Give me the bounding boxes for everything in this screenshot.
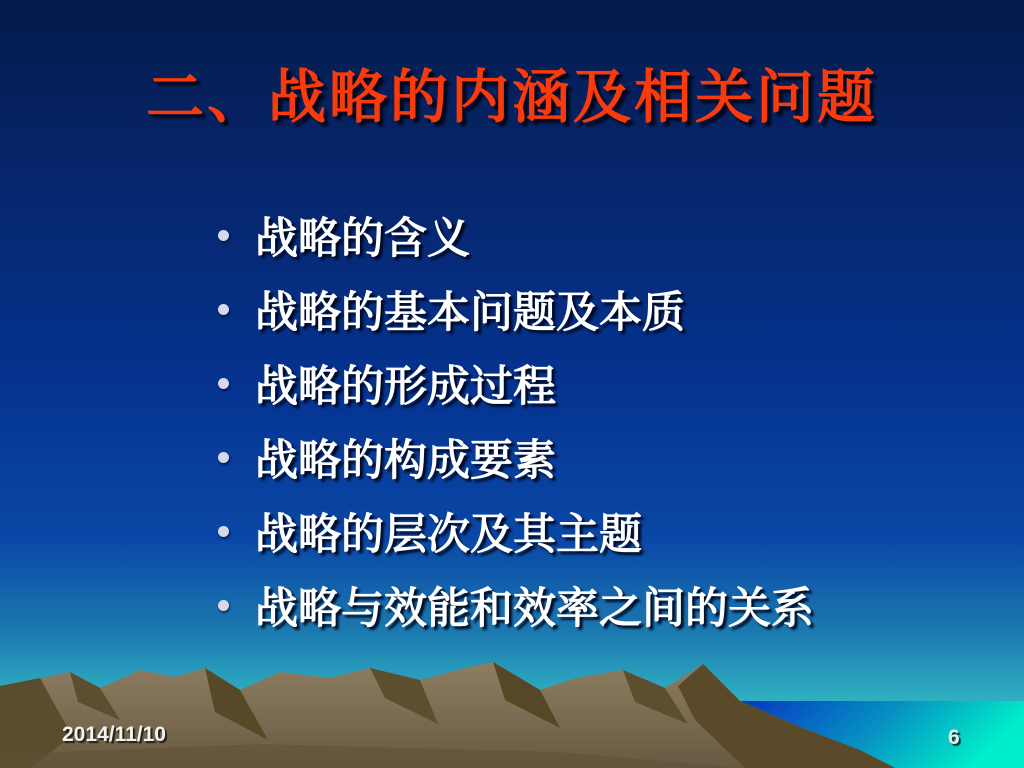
bullet-item	[218, 198, 814, 272]
bullet-text: 战略的形成过程	[255, 362, 556, 411]
bullet-icon	[218, 304, 229, 315]
bullet-icon	[218, 378, 229, 389]
date-label: 2014/11/10	[62, 723, 166, 746]
bullet-text: 战略的构成要素	[255, 436, 556, 485]
bullet-item	[218, 346, 814, 420]
bullet-item	[218, 272, 814, 346]
bullet-list	[218, 198, 814, 642]
bullet-icon	[218, 526, 229, 537]
bullet-item	[218, 420, 814, 494]
page-number: 6	[948, 726, 960, 749]
bullet-icon	[218, 452, 229, 463]
bullet-text: 战略与效能和效率之间的关系	[255, 584, 814, 633]
bullet-text: 战略的含义	[255, 214, 470, 263]
bullet-text: 战略的层次及其主题	[255, 510, 642, 559]
bullet-icon	[218, 600, 229, 611]
slide-title: 二、战略的内涵及相关问题	[145, 65, 878, 130]
bullet-item	[218, 494, 814, 568]
bullet-icon	[218, 230, 229, 241]
mountain-scene	[0, 628, 1024, 768]
bullet-text: 战略的基本问题及本质	[255, 288, 685, 337]
